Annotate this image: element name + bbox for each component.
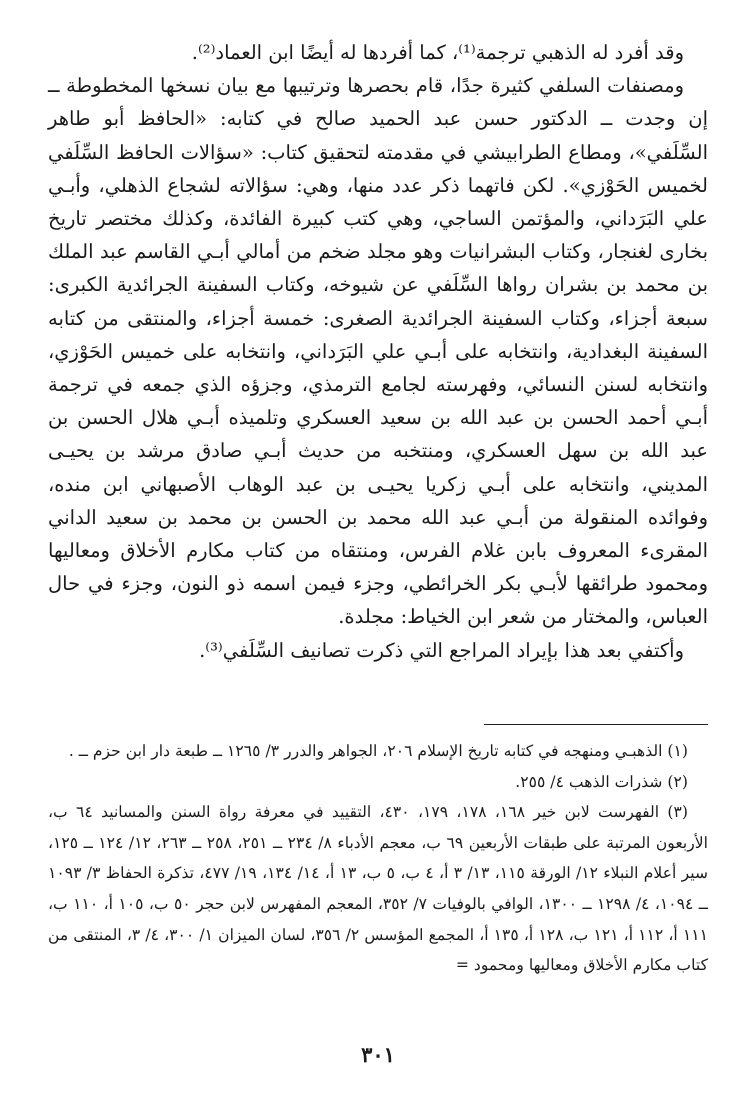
paragraph-intro: وقد أفرد له الذهبي ترجمة⁽¹⁾، كما أفردها له أيضًا ابن العماد⁽²⁾. — [191, 41, 684, 64]
footnotes — [48, 736, 708, 981]
footnote-3: (٣) الفهرست لابن خير ١٦٨، ١٧٨، ١٧٩، ٤٣٠، التقييد في معرفة رواة السنن والمسانيد ٦٤ ب، الأربعون المرتبة على طبقات الأربعين ٦٩ ب، معجم الأدباء ٨/ ٢٣٤ ــ ٢٥١، ٢٥٨ ــ ٢٦٣، ١٢/ ١٢٤ ــ ١٢٥، سير أعلام النبلاء ١٢/ الورقة ١١٥، ١٣/ ٣ أ، ٤ ب، ٥ ب، ١٣ أ، ١٤/ ١٣٤، ١٩/ ٤٧٧، تذكرة الحفاظ ٣/ ١٠٩٣ ــ ١٠٩٤، ٤/ ١٢٩٨ ــ ١٣٠٠، الوافي بالوفيات ٧/ ٣٥٢، المعجم المفهرس لابن حجر ٥٠ ب، ١٠٥ أ، ١١٠ ب، ١١١ أ، ١١٢ أ، ١٢١ ب، ١٢٨ أ، ١٣٥ أ، المجمع المؤسس ٢/ ٣٥٦، لسان الميزان ١/ ٣٠٠، ٤/ ٣، المنتقى من كتاب مكارم الأخلاق ومعاليها ومحمود = — [48, 803, 709, 975]
main-text — [48, 36, 708, 667]
paragraph-closing: وأكتفي بعد هذا بإيراد المراجع التي ذكرت تصانيف السِّلَفي⁽³⁾. — [199, 638, 684, 662]
page-number: ٣٠١ — [361, 1042, 395, 1067]
footnote-separator — [484, 724, 708, 725]
footnote-1: (١) الذهبـي ومنهجه في كتابه تاريخ الإسلام ٢٠٦، الجواهر والدرر ٣/ ١٢٦٥ ــ طبعة دار ابن حزم ــ . — [68, 742, 688, 760]
paragraph-works: ومصنفات السلفي كثيرة جدًا، قام بحصرها وترتيبها مع بيان نسخها المخطوطة ــ إن وجدت ــ الدكتور حسن عبد الحميد صالح في كتابه: «الحافظ أبو طاهر السِّلَفي»، ومطاع الطرابيشي في مقدمته لتحقيق كتاب: «سؤالات الحافظ السِّلَفي لخميس الحَوْزي». لكن فاتهما ذكر عدد منها، وهي: سؤالاته لشجاع الذهلي، وأبـي علي البَرَداني، والمؤتمن الساجي، وهي كتب كبيرة الفائدة، وكذلك مختصر تاريخ بخارى لغنجار، وكتاب البشرانيات وهو مجلد ضخم من أمالي أبـي القاسم عبد الملك بن محمد بن بشران رواها السِّلَفي عن شيوخه، وكتاب السفينة الجرائدية الكبرى: سبعة أجزاء، وكتاب السفينة الجرائدية الصغرى: خمسة أجزاء، والمنتقى من كتابه السفينة البغدادية، وانتخابه على أبـي علي البَرَداني، وانتخابه على خميس الحَوْزي، وانتخابه لسنن النسائي، وفهرسته لجامع الترمذي، وجزؤه الذي جمعه في ترجمة أبـي أحمد الحسن بن عبد الله بن سعيد العسكري وتلميذه أبـي هلال الحسن بن عبد الله بن سهل العسكري، ومنتخبه من حديث أبـي صادق مرشد بن يحيـى المديني، وانتخابه على أبـي زكريا يحيـى بن عبد الوهاب الأصبهاني ابن منده، وفوائده المنقولة من أبـي عبد الله محمد بن الحسن بن محمد بن سعيد الداني المقرىء المعروف بابن غلام الفرس، ومنتقاه من كتاب مكارم الأخلاق ومعاليها ومحمود طرائقها لأبـي بكر الخرائطي، وجزء فيمن اسمه ذو النون، وجزء في حال العباس، والمختار من شعر ابن الخياط: مجلدة. — [48, 74, 708, 629]
footnote-2: (٢) شذرات الذهب ٤/ ٢٥٥. — [515, 772, 688, 791]
